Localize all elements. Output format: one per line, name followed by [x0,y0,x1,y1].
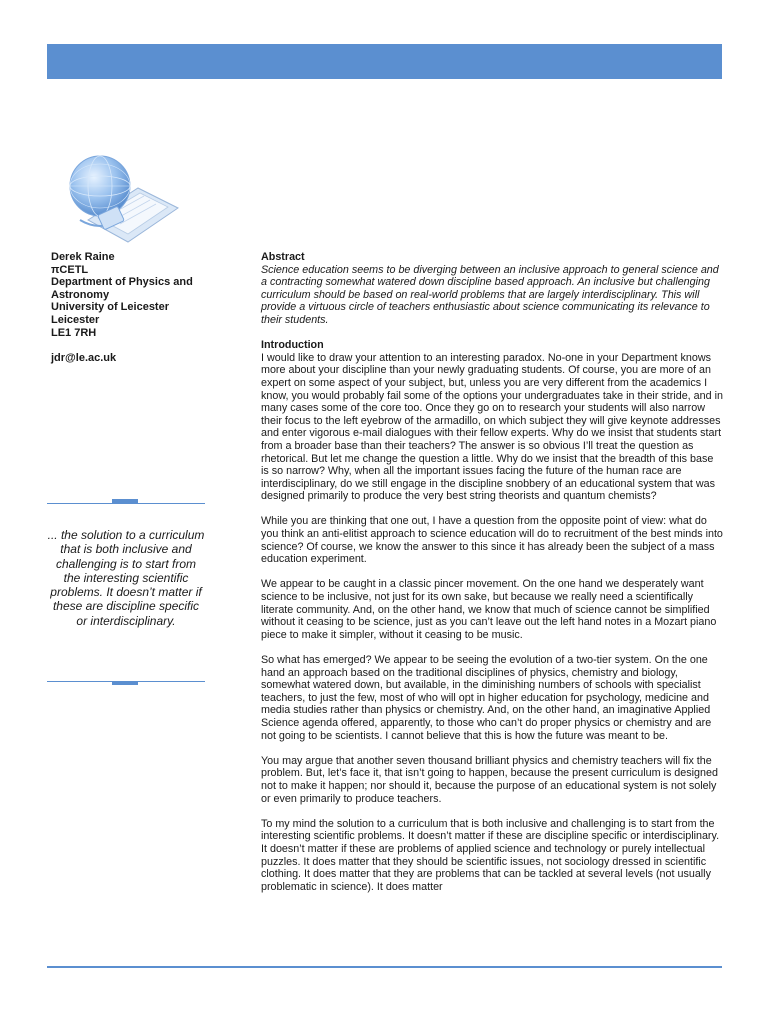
pull-quote-top-tab [112,499,138,503]
pull-quote-top-rule [47,503,205,504]
intro-paragraph: We appear to be caught in a classic pincer movement. On the one hand we desperately want science to be inclusive, not just for its own sake, but because we really need a scientifically literate community. And, on the other hand, we know that much of science cannot be simplified without it ceasing to be science, just as you can’t leave out the left hand notes in a Mozart piano piece to make it simpler, without it ceasing to be music. [261,578,717,641]
author-city: Leicester [51,313,100,326]
author-department: Department of Physics and Astronomy [51,276,193,301]
intro-paragraph: To my mind the solution to a curriculum that is both inclusive and challenging is to start from the interesting scientific problems. It doesn’t matter if these are discipline specific or interdisciplinary. It doesn’t matter if these are problems of applied science and technology or purely intellectual puzzles. It does matter that they should be scientific issues, not sociology dressed in scientific clothing. It does matter that they are problems that can be tackled at several levels (not usually problematic in science). It does matter [261,817,720,893]
pull-quote: ... the solution to a curriculum that is both inclusive and challenging is to start from the interesting scientific problems. It doesn’t matter if these are discipline specific or interdisciplinary. [47,528,205,628]
abstract-heading: Abstract [261,251,305,263]
pull-quote-bottom-tab [112,681,138,685]
intro-paragraph: You may argue that another seven thousand brilliant physics and chemistry teachers will fix the problem. But, let’s face it, that isn’t going to happen, because the present curriculum is designed not to make it happen; nor should it, because the purpose of an educational system is not solely or even primarily to produce teachers. [261,754,718,805]
author-name: Derek Raine [51,251,115,263]
introduction-heading: Introduction [261,339,324,352]
author-university: University of Leicester [51,301,169,314]
author-postcode: LE1 7RH [51,326,97,339]
abstract-text: Science education seems to be diverging between an inclusive approach to general science and a contracting somewhat watered down discipline based approach. An inclusive but challenging curriculum should be based on real-world problems that are largely interdisciplinary. This will provide a virtuous circle of teachers enthusiastic about science communicating its relevance to their students. [261,263,719,326]
intro-paragraph: While you are thinking that one out, I have a question from the opposite point of view: what do you think an anti-elitist approach to science education will do to recruitment of the best minds into science? Of course, we know the answer to this since it has already been the subject of a mass education experiment. [261,515,723,566]
globe-and-document-icon [58,150,183,250]
intro-paragraph: I would like to draw your attention to an interesting paradox. No-one in your Department knows more about your discipline than your newly graduating students. Of course, you are more of an expert on some aspect of your subject, but, unless you are very different from the academics I know, you would probably fail some of the options your undergraduates take in their stride, and in many cases some of the core too. Once they go on to research your students will also narrow their focus to the left eyebrow of the armadillo, on which subject they will give keynote addresses and enter vigorous e-mail dialogues with their fellow experts. Why do we insist that students start from a broader base than their teachers? The answer is so obvious I’ll treat the question as rhetorical. But let me change the question a little. Why do we insist that the breadth of this base is so narrow? Why, when all the important issues facing the future of the human race are interdisciplinary, do we still engage in the discipline snobbery of an educational system that was designed primarily to produce the very best string theorists and quantum chemists? [261,351,723,503]
article-body [261,251,723,906]
bottom-rule [47,966,722,968]
author-group: πCETL [51,263,89,276]
top-banner [47,44,722,79]
author-email[interactable]: jdr@le.ac.uk [51,351,117,364]
author-info [51,251,241,364]
intro-paragraph: So what has emerged? We appear to be seeing the evolution of a two-tier system. On the one hand an approach based on the traditional disciplines of physics, chemistry and biology, somewhat watered down, but available, in the diminishing numbers of schools with specialist teachers, to just the few, most of who will opt in higher education for psychology, medicine and media studies rather than physics or chemistry. And, on the other hand, an imaginative Applied Science agenda offered, apparently, to those who can’t do proper physics or chemistry and are not going to be scientists. I cannot believe that this is how the future was meant to be. [261,654,712,742]
